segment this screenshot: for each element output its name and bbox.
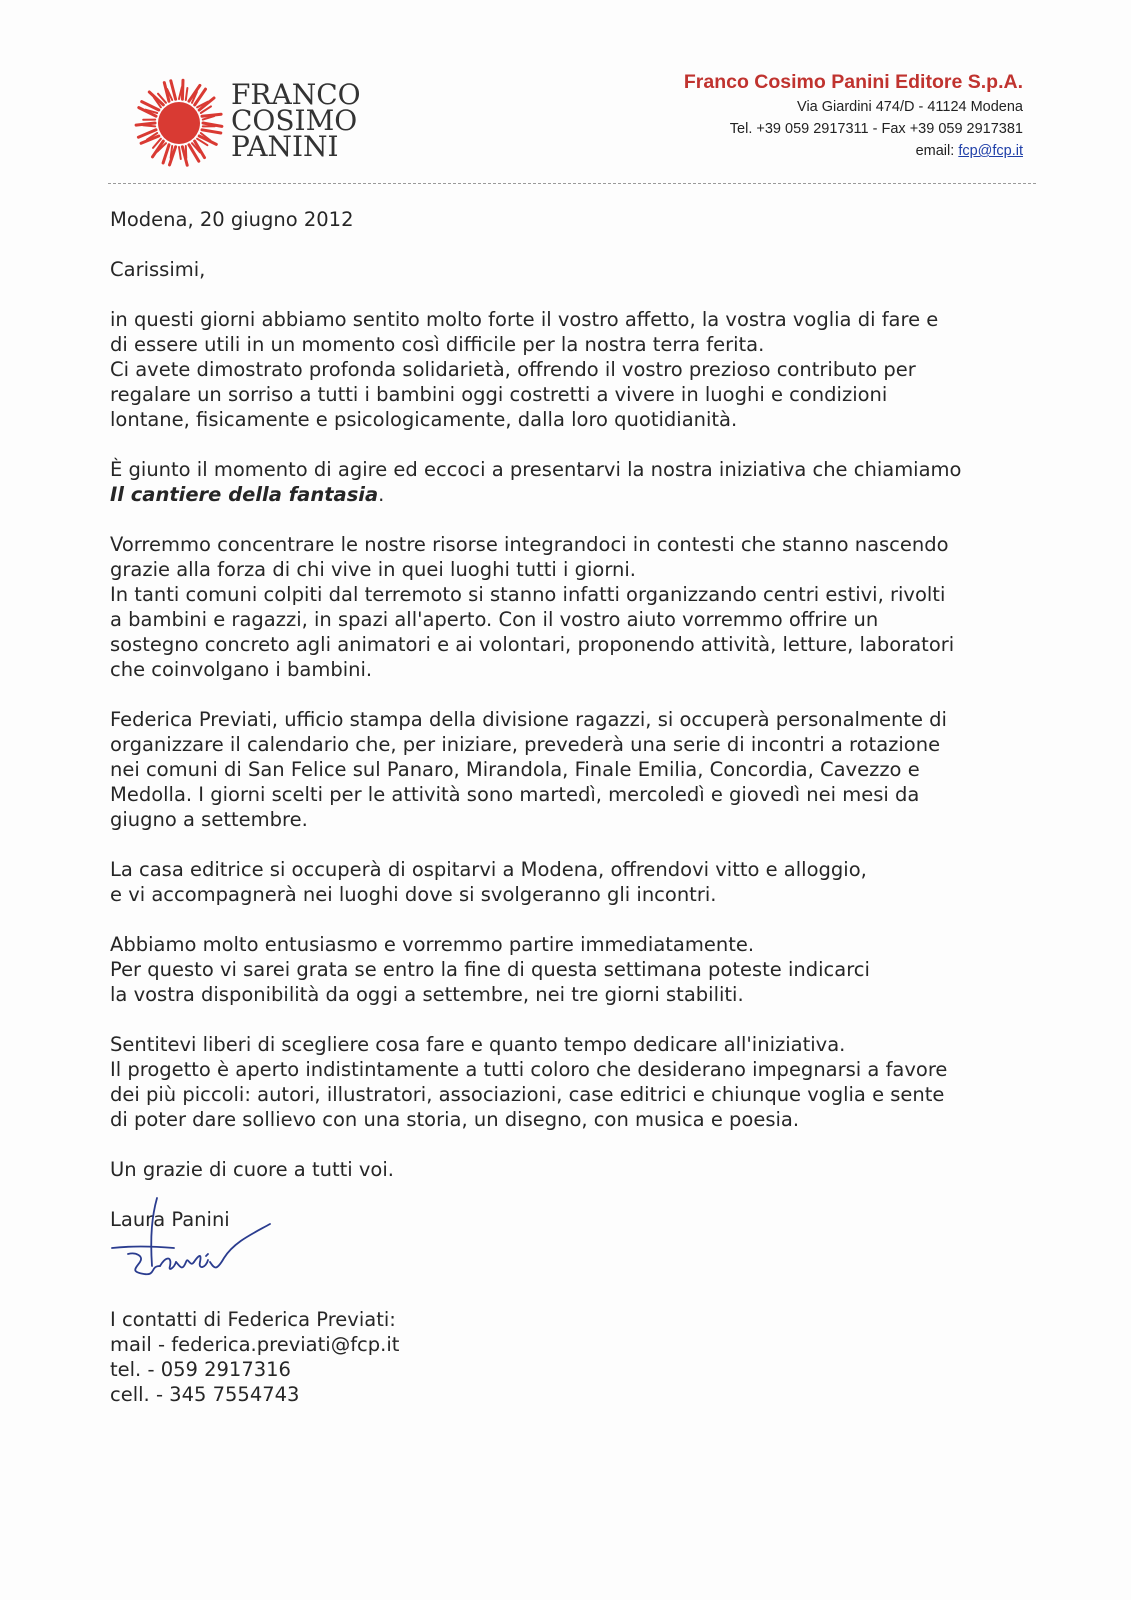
logo-ray xyxy=(202,130,221,133)
logo-word-2: COSIMO xyxy=(231,104,358,137)
initiative-title: Il cantiere della fantasia xyxy=(110,483,379,506)
paragraph-line: grazie alla forza di chi vive in quei luoghi tutti i giorni. xyxy=(110,558,636,581)
paragraph-line: lontane, fisicamente e psicologicamente, dalla loro quotidianità. xyxy=(110,408,738,431)
paragraph-line: Abbiamo molto entusiasmo e vorremmo partire immediatamente. xyxy=(110,933,755,956)
paragraph-line: regalare un sorriso a tutti i bambini oggi costretti a vivere in luoghi e condizioni xyxy=(110,383,888,406)
logo-word-1: FRANCO xyxy=(231,78,361,111)
paragraph-line: di essere utili in un momento così difficile per la nostra terra ferita. xyxy=(110,333,765,356)
paragraph-line: Sentitevi liberi di scegliere cosa fare e quanto tempo dedicare all'iniziativa. xyxy=(110,1033,846,1056)
contact-cell: cell. - 345 7554743 xyxy=(110,1383,300,1406)
paragraph-line: Federica Previati, ufficio stampa della divisione ragazzi, si occuperà personalmente di xyxy=(110,708,947,731)
paragraph-line: e vi accompagnerà nei luoghi dove si svolgeranno gli incontri. xyxy=(110,883,717,906)
signer-name: Laura Panini xyxy=(110,1208,230,1231)
logo-ray xyxy=(136,123,155,125)
company-email-line xyxy=(684,140,1023,162)
company-header xyxy=(684,68,1023,162)
paragraph-line: Per questo vi sarei grata se entro la fine di questa settimana poteste indicarci xyxy=(110,958,870,981)
paragraph-line: di poter dare sollievo con una storia, un disegno, con musica e poesia. xyxy=(110,1108,800,1131)
logo-ray xyxy=(163,145,169,163)
logo-ray xyxy=(182,80,183,99)
paragraph-7 xyxy=(110,1032,1010,1132)
handwritten-signature-icon xyxy=(110,1196,310,1296)
logo-wordmark xyxy=(231,78,361,163)
company-email-link[interactable]: fcp@fcp.it xyxy=(958,143,1023,159)
paragraph-line: nei comuni di San Felice sul Panaro, Mirandola, Finale Emilia, Concordia, Cavezzo e xyxy=(110,758,920,781)
paragraph-line: che coinvolgano i bambini. xyxy=(110,658,373,681)
paragraph-line: a bambini e ragazzi, in spazi all'aperto. Con il vostro aiuto vorremmo offrire un xyxy=(110,608,879,631)
paragraph-line: in questi giorni abbiamo sentito molto forte il vostro affetto, la vostra voglia di fare e xyxy=(110,308,939,331)
paragraph-line: sostegno concreto agli animatori e ai volontari, proponendo attività, letture, laboratori xyxy=(110,633,955,656)
paragraph-line: Medolla. I giorni scelti per le attività sono martedì, mercoledì e giovedì nei mesi da xyxy=(110,783,920,806)
contacts-block xyxy=(110,1307,399,1407)
company-address: Via Giardini 474/D - 41124 Modena xyxy=(797,99,1023,115)
initiative-title-line xyxy=(110,482,1010,507)
paragraph-line: Ci avete dimostrato profonda solidarietà, offrendo il vostro prezioso contributo per xyxy=(110,358,916,381)
paragraph-line: organizzare il calendario che, per iniziare, prevederà una serie di incontri a rotazione xyxy=(110,733,941,756)
paragraph-line: In tanti comuni colpiti dal terremoto si stanno infatti organizzando centri estivi, rivolti xyxy=(110,583,946,606)
contact-tel: tel. - 059 2917316 xyxy=(110,1358,291,1381)
paragraph-4 xyxy=(110,707,1010,832)
paragraph-1 xyxy=(110,307,1010,432)
header-divider xyxy=(108,183,1036,184)
logo-word-3: PANINI xyxy=(231,130,339,163)
contact-mail: mail - federica.previati@fcp.it xyxy=(110,1333,400,1356)
letter-closing: Un grazie di cuore a tutti voi. xyxy=(110,1158,394,1181)
paragraph-line: La casa editrice si occuperà di ospitarvi a Modena, offrendovi vitto e alloggio, xyxy=(110,858,867,881)
paragraph-6 xyxy=(110,932,1010,1007)
logo-ray xyxy=(179,147,181,159)
period: . xyxy=(378,483,385,506)
company-name: Franco Cosimo Panini Editore S.p.A. xyxy=(683,71,1023,93)
paragraph-5 xyxy=(110,857,1010,907)
letter-date: Modena, 20 giugno 2012 xyxy=(110,208,354,231)
publisher-logo xyxy=(133,78,373,168)
letter-body xyxy=(110,207,1010,1182)
paragraph-line: giugno a settembre. xyxy=(110,808,308,831)
company-phone-fax: Tel. +39 059 2917311 - Fax +39 059 2917381 xyxy=(729,121,1023,137)
paragraph-line: Il progetto è aperto indistintamente a tutti coloro che desiderano impegnarsi a favore xyxy=(110,1058,948,1081)
paragraph-line: È giunto il momento di agire ed eccoci a presentarvi la nostra iniziativa che chiamiamo xyxy=(110,458,962,481)
paragraph-2 xyxy=(110,457,1010,507)
logo-ray xyxy=(186,88,188,100)
paragraph-line: Vorremmo concentrare le nostre risorse integrandoci in contesti che stanno nascendo xyxy=(110,533,949,556)
contacts-heading: I contatti di Federica Previati: xyxy=(110,1308,396,1331)
letter-greeting: Carissimi, xyxy=(110,258,206,281)
paragraph-line: la vostra disponibilità da oggi a settembre, nei tre giorni stabiliti. xyxy=(110,983,744,1006)
paragraph-line: dei più piccoli: autori, illustratori, associazioni, case editrici e chiunque voglia e sente xyxy=(110,1083,945,1106)
sun-logo-icon xyxy=(133,78,225,168)
paragraph-3 xyxy=(110,532,1010,682)
email-label: email: xyxy=(915,143,959,159)
